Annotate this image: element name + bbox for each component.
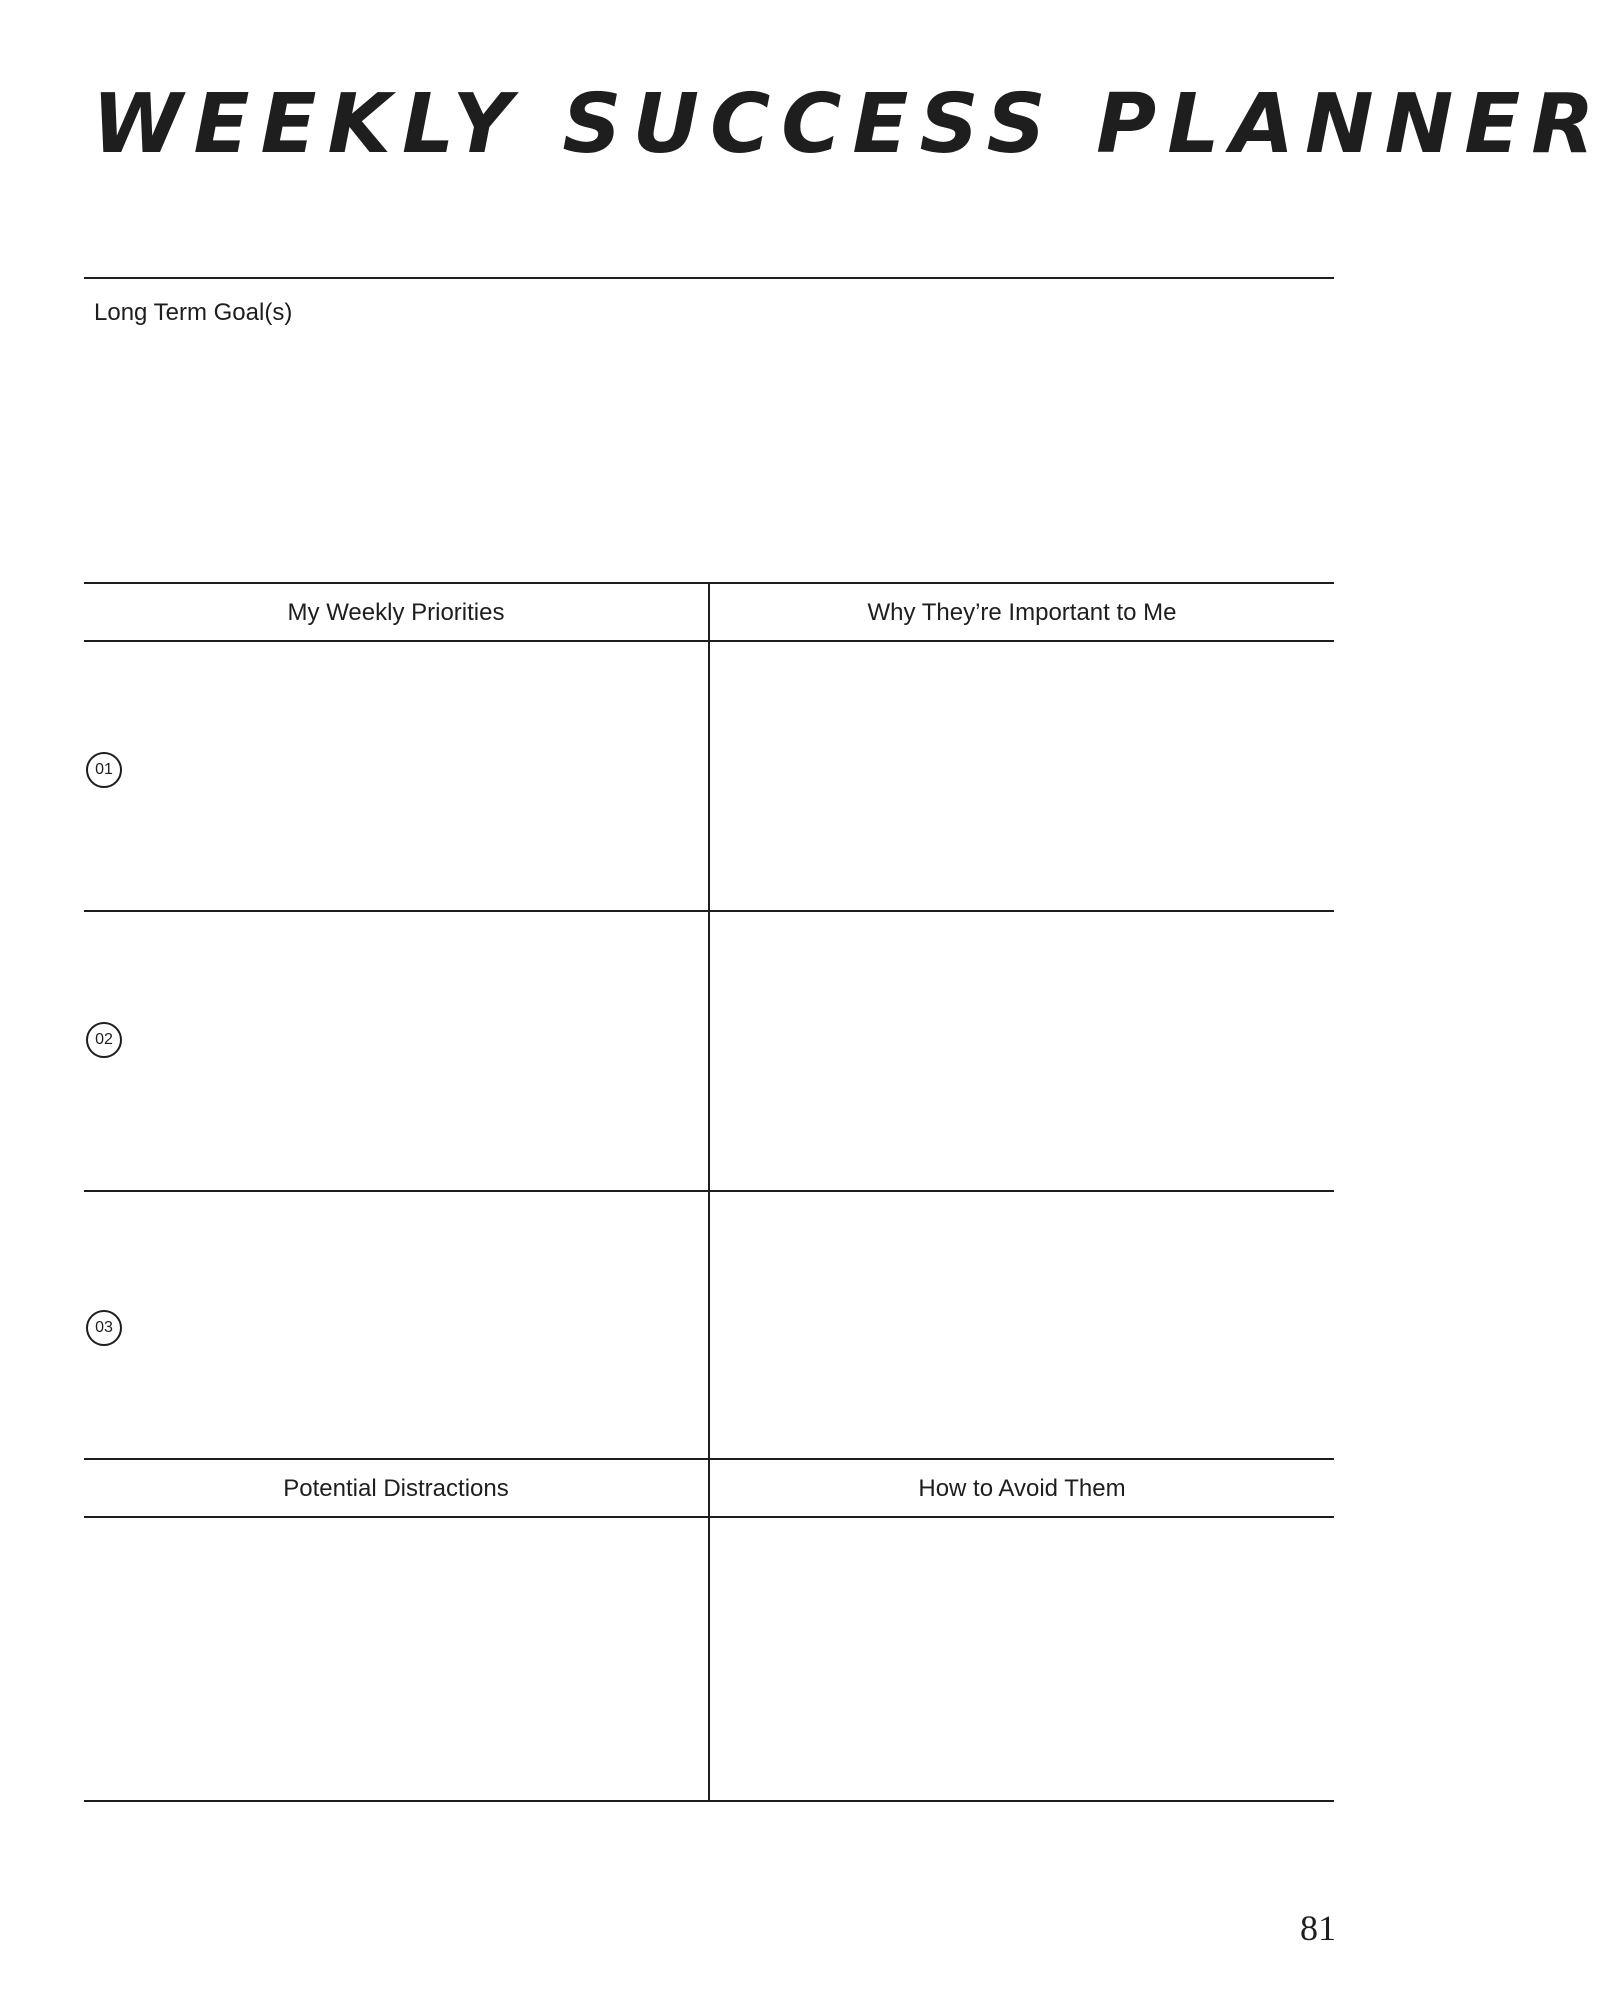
priority-number-badge: 02 [86,1022,122,1058]
priority-number-badge: 03 [86,1310,122,1346]
distractions-top-rule [84,1458,1334,1460]
why-important-header: Why They’re Important to Me [867,599,1177,626]
page-number: 81 [1300,1908,1336,1948]
how-to-avoid-header: How to Avoid Them [918,1475,1126,1502]
potential-distractions-header: Potential Distractions [283,1475,509,1502]
priority-1-field[interactable] [130,642,706,910]
weekly-priorities-header: My Weekly Priorities [287,599,505,626]
table-bottom-rule [84,1800,1334,1802]
priority-2-reason-field[interactable] [712,912,1334,1190]
priority-2-field[interactable] [130,912,706,1190]
long-term-goals-area[interactable] [84,340,1334,580]
priority-3-field[interactable] [130,1192,706,1458]
distractions-field[interactable] [84,1518,706,1800]
priority-1-reason-field[interactable] [712,642,1334,910]
page-title: WEEKLY SUCCESS PLANNER [92,77,1605,172]
long-term-goals-label: Long Term Goal(s) [94,299,293,326]
goals-top-rule [84,277,1334,279]
priority-number-badge: 01 [86,752,122,788]
column-divider [708,582,710,1802]
priority-3-reason-field[interactable] [712,1192,1334,1458]
avoid-distractions-field[interactable] [712,1518,1334,1800]
